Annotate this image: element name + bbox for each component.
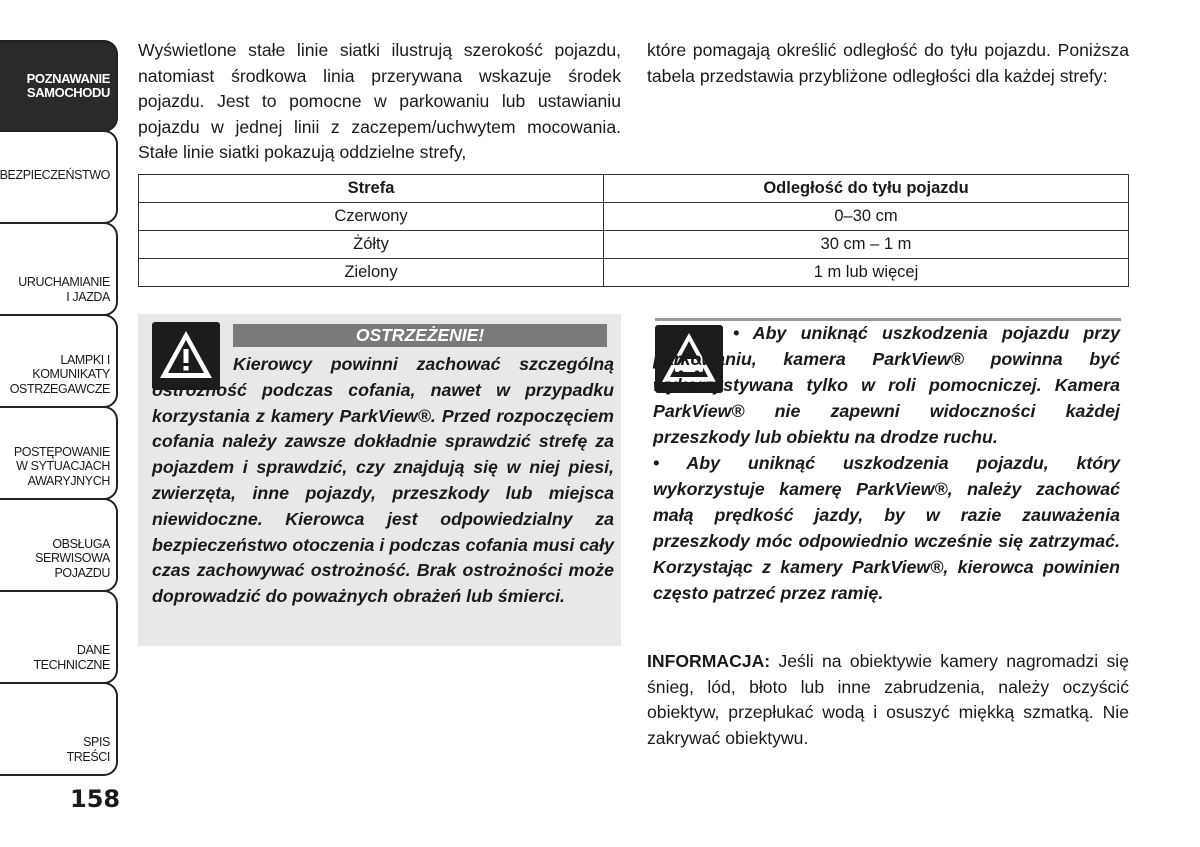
tab-uruchamianie-i-jazda[interactable]: URUCHAMIANIE I JAZDA bbox=[0, 222, 118, 316]
caution-bullet-1: • Aby uniknąć uszkodzenia pojazdu przy parkowaniu, kamera ParkView® powinna być wykorzystywana tylko w roli pomocniczej. Kamera ParkView® nie zapewni widoczności każdej przeszkody lub obiektu na drodze ruchu. bbox=[653, 323, 1120, 447]
column-header-strefa: Strefa bbox=[139, 175, 604, 203]
tab-dane-techniczne[interactable]: DANE TECHNICZNE bbox=[0, 590, 118, 684]
tab-spis-tresci[interactable]: SPIS TREŚCI bbox=[0, 682, 118, 776]
tab-postepowanie-awaryjne[interactable]: POSTĘPOWANIE W SYTUACJACH AWARYJNYCH bbox=[0, 406, 118, 500]
info-text: Jeśli na obiektywie kamery nagromadzi się śnieg, lód, błoto lub inne zabrudzenia, należy oczyścić obiektyw, przepłukać wodą i osuszyć miękką szmatką. Nie zakrywać obiektywu. bbox=[647, 651, 1129, 748]
tab-obsluga-serwisowa[interactable]: OBSŁUGA SERWISOWA POJAZDU bbox=[0, 498, 118, 592]
table-row bbox=[139, 231, 1129, 259]
table-header-row bbox=[139, 175, 1129, 203]
distance-cell: 30 cm – 1 m bbox=[604, 231, 1129, 259]
tab-poznawanie-samochodu[interactable]: POZNAWANIE SAMOCHODU bbox=[0, 40, 118, 132]
zone-cell: Czerwony bbox=[139, 203, 604, 231]
distance-cell: 0–30 cm bbox=[604, 203, 1129, 231]
info-paragraph bbox=[647, 649, 1129, 751]
caution-bullet-2: • Aby uniknąć uszkodzenia pojazdu, który wykorzystuje kamerę ParkView®, należy zachować małą prędkość jazdy, by w razie zauważenia przeszkody móc odpowiednio wcześnie się zatrzymać. Korzystając z kamery ParkView®, kierowca powinien często patrzeć przez ramię. bbox=[653, 453, 1120, 603]
caution-text bbox=[653, 320, 1120, 606]
table-row bbox=[139, 259, 1129, 287]
zone-distance-table bbox=[138, 174, 1129, 287]
zone-cell: Żółty bbox=[139, 231, 604, 259]
column-header-odleglosc: Odległość do tyłu pojazdu bbox=[604, 175, 1129, 203]
intro-paragraph-right: które pomagają określić odległość do tyłu pojazdu. Poniższa tabela przedstawia przybliżone odległości dla każdej strefy: bbox=[647, 40, 1129, 86]
page-number: 158 bbox=[70, 785, 121, 813]
zone-cell: Zielony bbox=[139, 259, 604, 287]
intro-paragraph-left: Wyświetlone stałe linie siatki ilustrują szerokość pojazdu, natomiast środkowa linia przerywana wskazuje środek pojazdu. Jest to pomocne w parkowaniu lub ustawianiu pojazdu w jednej linii z zaczepem/uchwytem mocowania. Stałe linie siatki pokazują oddzielne strefy, bbox=[138, 40, 621, 163]
table-row bbox=[139, 203, 1129, 231]
tab-bezpieczenstwo[interactable]: BEZPIECZEŃSTWO bbox=[0, 130, 118, 224]
tab-lampki-i-komunikaty[interactable]: LAMPKI I KOMUNIKATY OSTRZEGAWCZE bbox=[0, 314, 118, 408]
warning-title: OSTRZEŻENIE! bbox=[233, 324, 607, 347]
warning-text: Kierowcy powinni zachować szczególną ostrożność podczas cofania, nawet w przypadku korzystania z kamery ParkView®. Przed rozpoczęciem cofania należy zawsze dokładnie sprawdzić strefę za pojazdem i sprawdzić, czy znajdują się w niej piesi, zwierzęta, inne pojazdy, przeszkody lub miejsca niewidoczne. Kierowca jest odpowiedzialny za bezpieczeństwo otoczenia i podczas cofania musi cały czas zachowywać ostrożność. Brak ostrożności może doprowadzić do poważnych obrażeń lub śmierci. bbox=[152, 354, 614, 607]
distance-cell: 1 m lub więcej bbox=[604, 259, 1129, 287]
info-label: INFORMACJA: bbox=[647, 651, 771, 671]
